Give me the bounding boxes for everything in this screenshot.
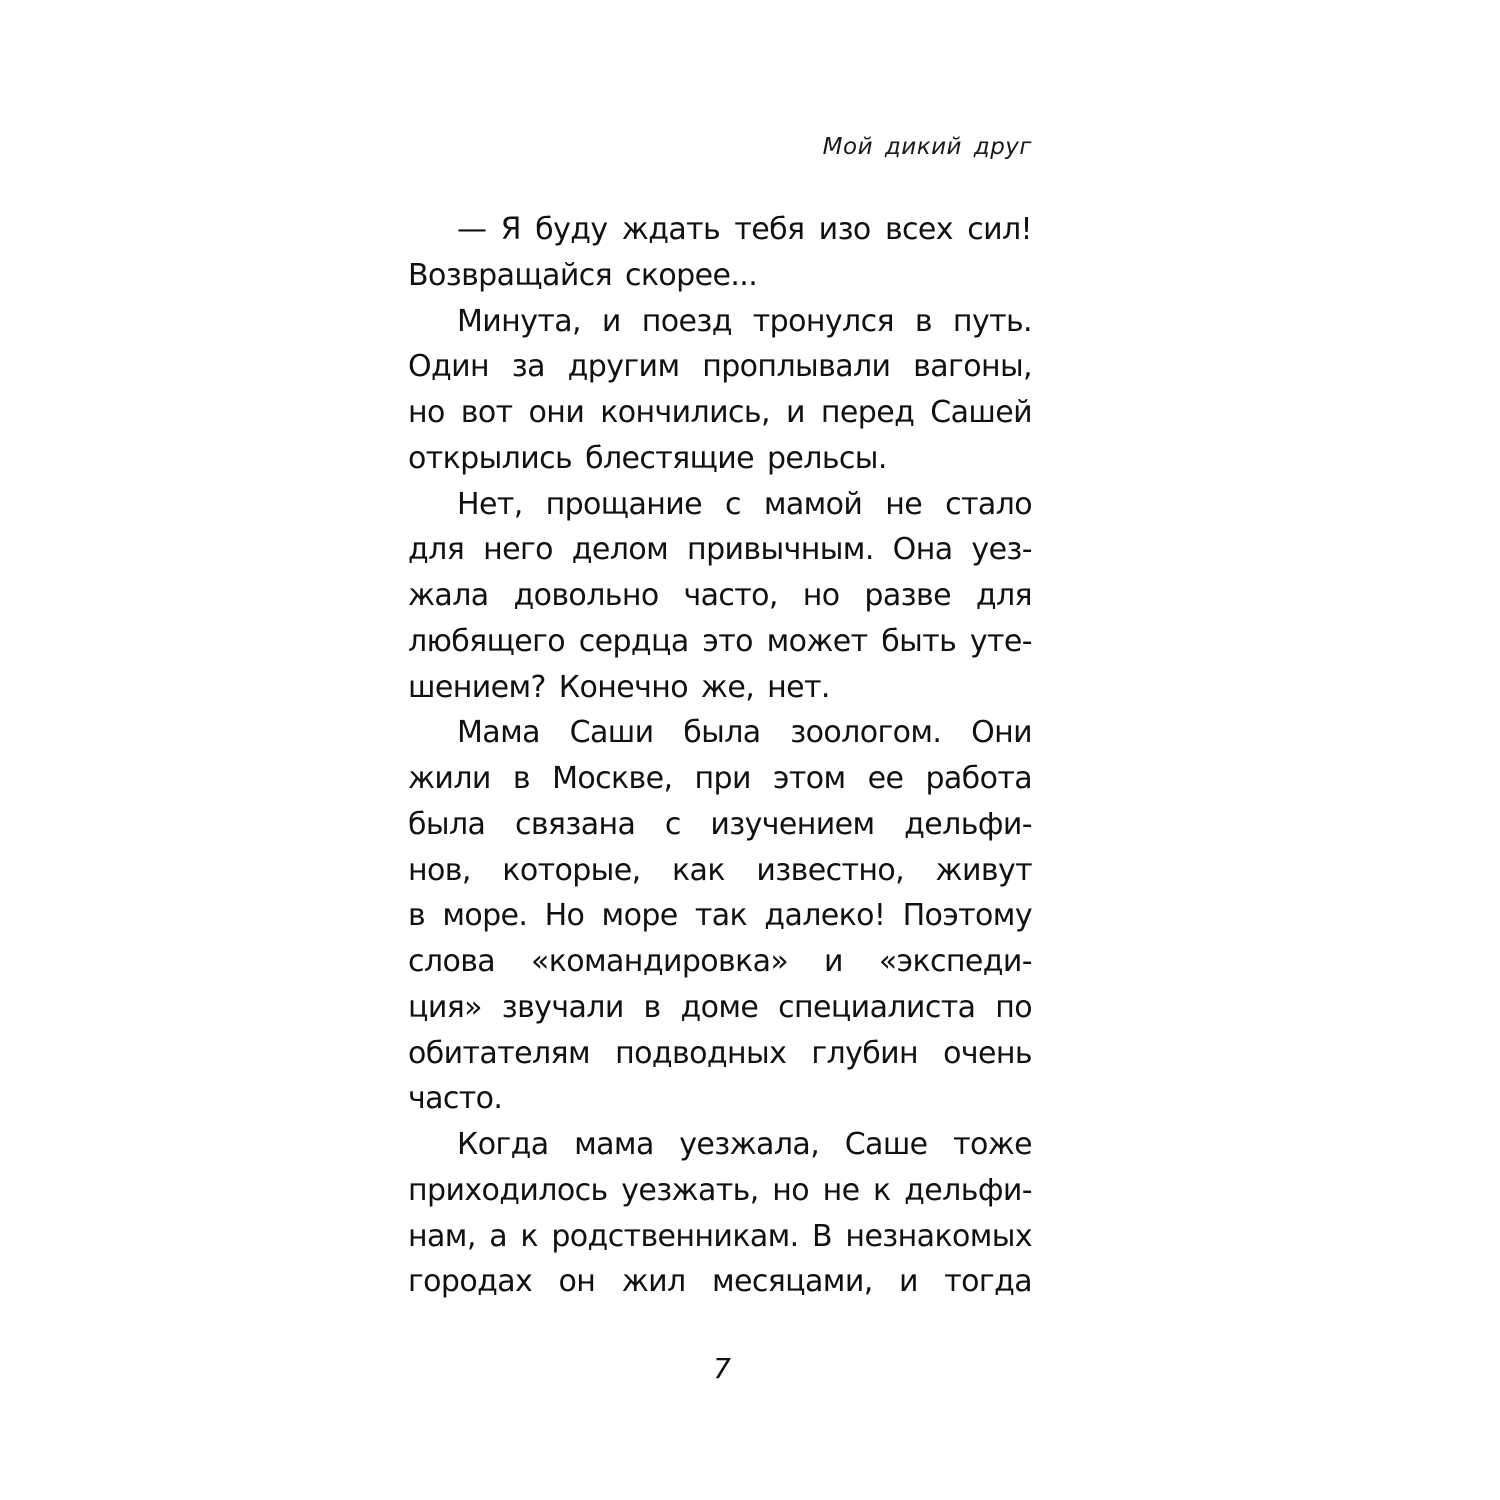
running-head: Мой дикий друг: [822, 134, 1032, 160]
paragraph-3: [408, 482, 1032, 711]
text-line: нам, а к родственникам. В незнакомых: [408, 1218, 1032, 1254]
text-line: была связана с изучением дельфи-: [408, 806, 1032, 842]
text-line: ция» звучали в доме специалиста по: [408, 989, 1032, 1025]
paragraph-4: [408, 710, 1032, 1122]
paragraph-2: [408, 299, 1032, 482]
text-line: Мама Саши была зоологом. Они: [457, 715, 1032, 751]
text-line: слова «командировка» и «экспеди-: [408, 944, 1032, 979]
text-line: Возвращайся скорее...: [408, 257, 758, 293]
text-line: в море. Но море так далеко! Поэтому: [408, 898, 1032, 934]
text-line: любящего сердца это может быть уте-: [408, 623, 1032, 659]
text-line: Нет, прощание с мамой не стало: [457, 486, 1032, 522]
text-line: жили в Москве, при этом ее работа: [408, 761, 1032, 796]
text-line: открылись блестящие рельсы.: [408, 440, 887, 476]
text-line: приходилось уезжать, но не к дельфи-: [408, 1172, 1032, 1208]
text-line: жала довольно часто, но разве для: [408, 578, 1032, 613]
paragraph-5: [408, 1122, 1032, 1305]
body-text: [408, 207, 1032, 1305]
paragraph-1: [408, 207, 1032, 299]
text-line: но вот они кончились, и перед Сашей: [408, 395, 1032, 430]
text-line: — Я буду ждать тебя изо всех сил!: [457, 212, 1032, 247]
text-line: Когда мама уезжала, Саше тоже: [457, 1127, 1032, 1162]
page-number: 7: [713, 1352, 731, 1385]
text-line: городах он жил месяцами, и тогда: [408, 1264, 1032, 1300]
text-line: обитателям подводных глубин очень: [408, 1035, 1032, 1071]
text-line: Один за другим проплывали вагоны,: [408, 349, 1032, 385]
text-line: шением? Конечно же, нет.: [408, 669, 830, 705]
text-line: Минута, и поезд тронулся в путь.: [457, 303, 1032, 339]
text-line: для него делом привычным. Она уез-: [408, 532, 1032, 568]
text-line: нов, которые, как известно, живут: [408, 852, 1032, 888]
text-line: часто.: [408, 1081, 503, 1117]
